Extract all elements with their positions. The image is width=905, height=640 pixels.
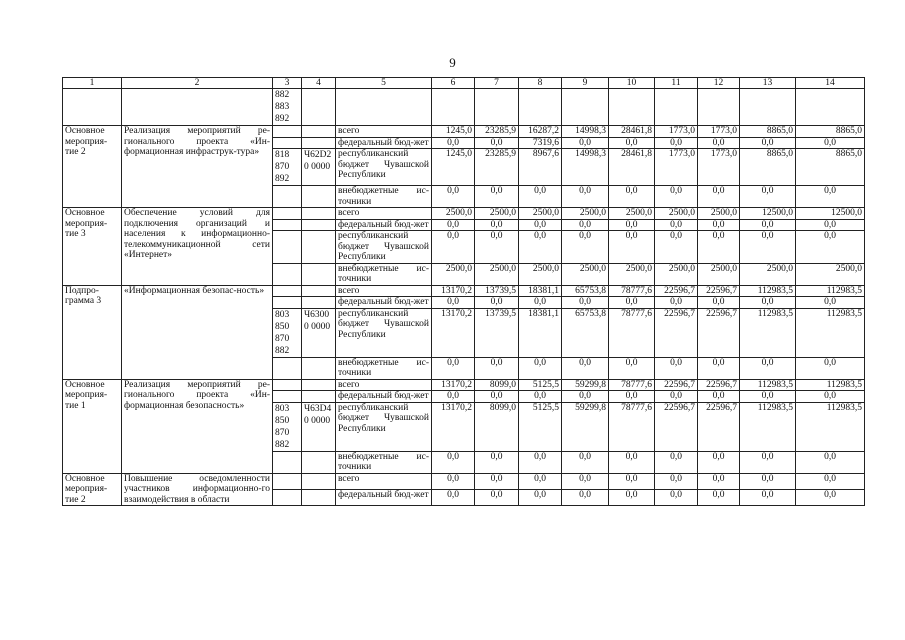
activity-name-cell: Реализация мероприятий ре-гионального проекта «Ин-формационная инфраструк-тура»: [122, 126, 273, 208]
target-article-cell: [302, 379, 336, 391]
amount-cell: 0,0: [740, 231, 796, 264]
budget-code: 850: [275, 415, 290, 426]
budget-codes-cell: [273, 357, 302, 379]
amount-cell: 2500,0: [562, 208, 609, 220]
amount-cell: 0,0: [432, 391, 475, 403]
amount-cell: 0,0: [519, 231, 562, 264]
funding-source-cell: федеральный бюд-жет: [336, 489, 432, 505]
amount-cell: 0,0: [655, 186, 698, 208]
funding-source-cell: внебюджетные ис-точники: [336, 357, 432, 379]
amount-cell: 16287,2: [519, 126, 562, 138]
amount-cell: 0,0: [609, 137, 655, 149]
amount-cell: 1773,0: [655, 126, 698, 138]
budget-codes-cell: [273, 402, 302, 451]
budget-code: 892: [275, 174, 290, 184]
column-number: 5: [336, 78, 432, 89]
amount-cell: 12500,0: [740, 208, 796, 220]
amount-cell: 0,0: [475, 489, 519, 505]
budget-code: 882: [275, 90, 290, 100]
amount-cell: 2500,0: [475, 263, 519, 285]
amount-cell: 0,0: [698, 186, 740, 208]
amount-cell: 0,0: [796, 391, 865, 403]
funding-source-cell: внебюджетные ис-точники: [336, 186, 432, 208]
amount-cell: 8099,0: [475, 402, 519, 451]
amount-cell: 0,0: [609, 219, 655, 231]
amount-cell: 78777,6: [609, 402, 655, 451]
amount-cell: 0,0: [475, 391, 519, 403]
activity-name-cell: Повышение осведомленности участников информационно-го взаимодействия в области: [122, 473, 273, 506]
amount-cell: 0,0: [698, 231, 740, 264]
budget-code: 870: [275, 333, 290, 344]
amount-cell: 0,0: [698, 137, 740, 149]
amount-cell: 0,0: [796, 186, 865, 208]
amount-cell: 1773,0: [698, 149, 740, 186]
budget-codes-cell: [273, 489, 302, 505]
amount-cell: 0,0: [562, 186, 609, 208]
amount-cell: 5125,5: [519, 402, 562, 451]
target-article-cell: [302, 208, 336, 220]
amount-cell: 0,0: [609, 297, 655, 309]
budget-codes-cell: [273, 263, 302, 285]
amount-cell: 112983,5: [796, 402, 865, 451]
amount-cell: 0,0: [740, 137, 796, 149]
table-row: [63, 285, 865, 297]
amount-cell: 0,0: [609, 489, 655, 505]
amount-cell: 59299,8: [562, 402, 609, 451]
budget-codes-cell: [273, 391, 302, 403]
budget-codes-cell: [273, 186, 302, 208]
amount-cell: 112983,5: [740, 308, 796, 357]
amount-cell: 1245,0: [432, 126, 475, 138]
amount-cell: 1245,0: [432, 149, 475, 186]
amount-cell: 0,0: [740, 451, 796, 473]
funding-source-cell: внебюджетные ис-точники: [336, 263, 432, 285]
amount-cell: 0,0: [432, 186, 475, 208]
target-article-cell: [302, 219, 336, 231]
amount-cell: 78777,6: [609, 285, 655, 297]
budget-codes-cell: [273, 149, 302, 186]
amount-cell: 0,0: [609, 391, 655, 403]
column-number: 7: [475, 78, 519, 89]
amount-cell: 22596,7: [655, 402, 698, 451]
amount-cell: 0,0: [698, 451, 740, 473]
amount-cell: 13739,5: [475, 285, 519, 297]
amount-cell: 0,0: [432, 297, 475, 309]
amount-cell: 0,0: [740, 489, 796, 505]
budget-code: 892: [275, 114, 290, 124]
amount-cell: 112983,5: [796, 285, 865, 297]
amount-cell: 0,0: [609, 357, 655, 379]
amount-cell: 0,0: [655, 137, 698, 149]
table-row: [63, 208, 865, 220]
amount-cell: 22596,7: [698, 379, 740, 391]
amount-cell: 65753,8: [562, 285, 609, 297]
amount-cell: 0,0: [432, 219, 475, 231]
amount-cell: 13170,2: [432, 379, 475, 391]
amount-cell: 2500,0: [740, 263, 796, 285]
amount-cell: 0,0: [796, 137, 865, 149]
amount-cell: 0,0: [562, 137, 609, 149]
amount-cell: 0,0: [655, 391, 698, 403]
amount-cell: 2500,0: [432, 263, 475, 285]
amount-cell: 8865,0: [796, 149, 865, 186]
amount-cell: 65753,8: [562, 308, 609, 357]
budget-codes-cell: [273, 297, 302, 309]
amount-cell: 2500,0: [655, 208, 698, 220]
amount-cell: 0,0: [519, 489, 562, 505]
amount-cell: 0,0: [432, 357, 475, 379]
amount-cell: 0,0: [562, 357, 609, 379]
amount-cell: 5125,5: [519, 379, 562, 391]
column-number: 1: [63, 78, 122, 89]
amount-cell: 12500,0: [796, 208, 865, 220]
target-article-cell: Ч63D40 0000: [302, 402, 336, 451]
column-number: 4: [302, 78, 336, 89]
amount-cell: 0,0: [655, 451, 698, 473]
amount-cell: 0,0: [698, 357, 740, 379]
budget-code: 870: [275, 427, 290, 438]
name-cell: [122, 89, 273, 126]
budget-code: 870: [275, 162, 290, 172]
budget-table: [62, 77, 865, 506]
activity-type-cell: Основное мероприя-тие 2: [63, 126, 122, 208]
amount-cell: 0,0: [475, 186, 519, 208]
budget-codes-cell: [273, 126, 302, 138]
target-article-cell: [302, 137, 336, 149]
amount-cell: 0,0: [796, 219, 865, 231]
activity-type-cell: Основное мероприя-тие 3: [63, 208, 122, 286]
amount-cell: 0,0: [519, 473, 562, 489]
amount-cell: 8967,6: [519, 149, 562, 186]
amount-cell: 8865,0: [740, 126, 796, 138]
target-article-cell: [302, 126, 336, 138]
amount-cell: 0,0: [519, 451, 562, 473]
funding-source-cell: всего: [336, 473, 432, 489]
amount-cell: 0,0: [432, 489, 475, 505]
amount-cell: 2500,0: [519, 263, 562, 285]
amount-cell: 14998,3: [562, 126, 609, 138]
amount-cell: 0,0: [562, 231, 609, 264]
amount-cell: 78777,6: [609, 379, 655, 391]
target-cell: [302, 89, 336, 126]
amount-cell: 0,0: [655, 297, 698, 309]
amount-cell: 0,0: [432, 137, 475, 149]
activity-type-cell: Подпро-грамма 3: [63, 285, 122, 379]
budget-code: 882: [275, 345, 290, 356]
amount-cell: 0,0: [475, 451, 519, 473]
amount-cell: 0,0: [609, 473, 655, 489]
budget-code: 818: [275, 150, 290, 160]
funding-source-cell: федеральный бюд-жет: [336, 391, 432, 403]
column-number: 13: [740, 78, 796, 89]
amount-cell: 28461,8: [609, 126, 655, 138]
amount-cell: 0,0: [698, 473, 740, 489]
budget-codes-cell: [273, 89, 302, 126]
amount-cell: 1773,0: [698, 126, 740, 138]
amount-cell: 0,0: [796, 489, 865, 505]
amount-cell: 0,0: [519, 297, 562, 309]
amount-cell: 0,0: [655, 473, 698, 489]
amount-cell: 18381,1: [519, 285, 562, 297]
amount-cell: 0,0: [475, 231, 519, 264]
amount-cell: 1773,0: [655, 149, 698, 186]
amount-cell: 0,0: [562, 391, 609, 403]
amount-cell: 0,0: [740, 297, 796, 309]
target-article-cell: [302, 263, 336, 285]
amount-cell: 2500,0: [475, 208, 519, 220]
source-cell: [336, 89, 432, 126]
funding-source-cell: федеральный бюд-жет: [336, 297, 432, 309]
amount-cell: 0,0: [740, 219, 796, 231]
column-number: 12: [698, 78, 740, 89]
column-number: 10: [609, 78, 655, 89]
activity-type-cell: Основное мероприя-тие 1: [63, 379, 122, 473]
amount-cell: 112983,5: [740, 402, 796, 451]
amount-cell: 0,0: [562, 473, 609, 489]
amount-cell: 0,0: [475, 219, 519, 231]
target-article-cell: Ч62D20 0000: [302, 149, 336, 186]
amount-cell: 22596,7: [698, 285, 740, 297]
amount-cell: 0,0: [432, 473, 475, 489]
budget-code: 882: [275, 439, 290, 450]
amount-cell: 0,0: [432, 231, 475, 264]
amount-cell: 0,0: [740, 186, 796, 208]
amount-cell: 22596,7: [655, 379, 698, 391]
amount-cell: 8865,0: [740, 149, 796, 186]
activity-name-cell: Реализация мероприятий ре-гионального проекта «Ин-формационная безопасность»: [122, 379, 273, 473]
amount-cell: 112983,5: [740, 379, 796, 391]
amount-cell: 0,0: [432, 451, 475, 473]
amount-cell: 2500,0: [432, 208, 475, 220]
budget-codes-cell: [273, 285, 302, 297]
amount-cell: 0,0: [698, 297, 740, 309]
column-number-row: [63, 78, 865, 89]
amount-cell: 0,0: [740, 391, 796, 403]
amount-cell: 0,0: [475, 357, 519, 379]
budget-code: 803: [275, 403, 290, 414]
budget-code: 883: [275, 102, 290, 112]
amount-cell: 0,0: [609, 231, 655, 264]
amount-cell: 2500,0: [698, 263, 740, 285]
amount-cell: 0,0: [740, 357, 796, 379]
budget-codes-cell: [273, 451, 302, 473]
budget-codes-cell: [273, 137, 302, 149]
target-article-cell: [302, 473, 336, 489]
amount-cell: 0,0: [519, 186, 562, 208]
target-article-cell: [302, 489, 336, 505]
column-number: 3: [273, 78, 302, 89]
amount-cell: 0,0: [698, 391, 740, 403]
amount-cell: 0,0: [655, 357, 698, 379]
funding-source-cell: республиканский бюджет Чувашской Республики: [336, 402, 432, 451]
column-number: 9: [562, 78, 609, 89]
budget-code: 803: [275, 309, 290, 320]
budget-codes-cell: [273, 308, 302, 357]
target-article-cell: [302, 297, 336, 309]
amount-cell: 0,0: [562, 489, 609, 505]
funding-source-cell: федеральный бюд-жет: [336, 219, 432, 231]
amount-cell: 0,0: [562, 219, 609, 231]
amount-cell: 13739,5: [475, 308, 519, 357]
budget-codes-cell: [273, 208, 302, 220]
amount-cell: 13170,2: [432, 402, 475, 451]
target-article-cell: [302, 285, 336, 297]
amount-cell: 2500,0: [562, 263, 609, 285]
funding-source-cell: всего: [336, 208, 432, 220]
amount-cell: 0,0: [698, 489, 740, 505]
amount-cell: 0,0: [796, 473, 865, 489]
amount-cell: 0,0: [519, 391, 562, 403]
amount-cell: 0,0: [519, 357, 562, 379]
amount-cell: 22596,7: [698, 308, 740, 357]
funding-source-cell: республиканский бюджет Чувашской Республики: [336, 231, 432, 264]
amount-cell: 7319,6: [519, 137, 562, 149]
amount-cell: 0,0: [609, 186, 655, 208]
activity-name-cell: Обеспечение условий для подключения организаций и населения к информационно-телекоммуникационной сети «Интернет»: [122, 208, 273, 286]
amount-cell: 0,0: [475, 297, 519, 309]
target-article-cell: Ч63000 0000: [302, 308, 336, 357]
column-number: 14: [796, 78, 865, 89]
type-cell: [63, 89, 122, 126]
amount-cell: 8865,0: [796, 126, 865, 138]
column-number: 6: [432, 78, 475, 89]
budget-codes-cell: [273, 219, 302, 231]
amount-cell: 0,0: [562, 451, 609, 473]
amount-cell: 0,0: [609, 451, 655, 473]
amount-cell: 0,0: [796, 231, 865, 264]
amount-cell: 0,0: [562, 297, 609, 309]
budget-code: 850: [275, 321, 290, 332]
amount-cell: 2500,0: [698, 208, 740, 220]
amount-cell: 112983,5: [740, 285, 796, 297]
target-article-cell: [302, 186, 336, 208]
amount-cell: 0,0: [475, 137, 519, 149]
amount-cell: 13170,2: [432, 308, 475, 357]
activity-name-cell: «Информационная безопас-ность»: [122, 285, 273, 379]
column-number: 11: [655, 78, 698, 89]
table-body: [63, 78, 865, 506]
target-article-cell: [302, 357, 336, 379]
amount-cell: 13170,2: [432, 285, 475, 297]
amount-cell: 112983,5: [796, 308, 865, 357]
activity-type-cell: Основное мероприя-тие 2: [63, 473, 122, 506]
budget-codes-cell: [273, 379, 302, 391]
amount-cell: 0,0: [655, 489, 698, 505]
amount-cell: 2500,0: [796, 263, 865, 285]
amount-cell: 8099,0: [475, 379, 519, 391]
column-number: 2: [122, 78, 273, 89]
amount-cell: 23285,9: [475, 126, 519, 138]
amount-cell: 0,0: [655, 231, 698, 264]
amount-cell: 18381,1: [519, 308, 562, 357]
amount-cell: 78777,6: [609, 308, 655, 357]
amount-cell: 0,0: [796, 297, 865, 309]
amount-cell: 59299,8: [562, 379, 609, 391]
amount-cell: 0,0: [796, 451, 865, 473]
amount-cell: 0,0: [740, 473, 796, 489]
amount-cell: 2500,0: [519, 208, 562, 220]
funding-source-cell: всего: [336, 285, 432, 297]
funding-source-cell: всего: [336, 379, 432, 391]
funding-source-cell: всего: [336, 126, 432, 138]
amount-cell: 0,0: [698, 219, 740, 231]
target-article-cell: [302, 231, 336, 264]
continuation-row: [63, 89, 865, 126]
funding-source-cell: республиканский бюджет Чувашской Республики: [336, 308, 432, 357]
funding-source-cell: внебюджетные ис-точники: [336, 451, 432, 473]
table-row: [63, 473, 865, 489]
table-row: [63, 126, 865, 138]
amount-cell: 112983,5: [796, 379, 865, 391]
amount-cell: 22596,7: [655, 308, 698, 357]
amount-cell: 28461,8: [609, 149, 655, 186]
funding-source-cell: федеральный бюд-жет: [336, 137, 432, 149]
column-number: 8: [519, 78, 562, 89]
budget-codes-cell: [273, 231, 302, 264]
amount-cell: 0,0: [475, 473, 519, 489]
target-article-cell: [302, 391, 336, 403]
amount-cell: 0,0: [796, 357, 865, 379]
amount-cell: 22596,7: [698, 402, 740, 451]
amount-cell: 14998,3: [562, 149, 609, 186]
amount-cell: 0,0: [519, 219, 562, 231]
target-article-cell: [302, 451, 336, 473]
amount-cell: 2500,0: [609, 263, 655, 285]
amount-cell: 23285,9: [475, 149, 519, 186]
amount-cell: 2500,0: [655, 263, 698, 285]
budget-codes-cell: [273, 473, 302, 489]
amount-cell: 2500,0: [609, 208, 655, 220]
table-row: [63, 379, 865, 391]
amount-cell: 0,0: [655, 219, 698, 231]
amount-cell: 22596,7: [655, 285, 698, 297]
page-number: 9: [449, 55, 456, 70]
funding-source-cell: республиканский бюджет Чувашской Республики: [336, 149, 432, 186]
